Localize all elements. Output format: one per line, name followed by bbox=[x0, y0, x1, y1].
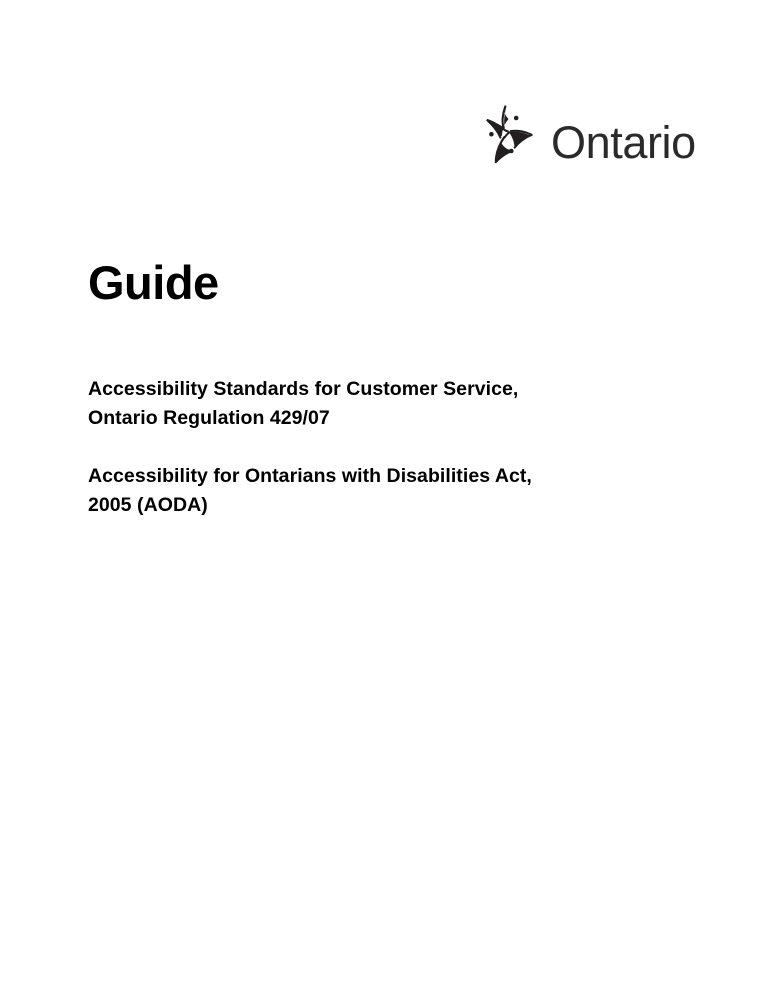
subtitle-line: Ontario Regulation 429/07 bbox=[88, 407, 330, 429]
subtitle-line: Accessibility Standards for Customer Service, bbox=[88, 378, 519, 400]
trillium-icon bbox=[481, 104, 545, 172]
subtitle-block-standard bbox=[88, 375, 708, 433]
subtitle-line: Accessibility for Ontarians with Disabilities Act, bbox=[88, 465, 532, 487]
subtitle-block-act bbox=[88, 462, 708, 520]
ontario-wordmark: Ontario bbox=[551, 116, 696, 168]
page-title: Guide bbox=[88, 256, 219, 309]
subtitle-line: 2005 (AODA) bbox=[88, 494, 208, 516]
subtitle-group bbox=[88, 375, 708, 520]
ontario-logo bbox=[481, 104, 696, 172]
